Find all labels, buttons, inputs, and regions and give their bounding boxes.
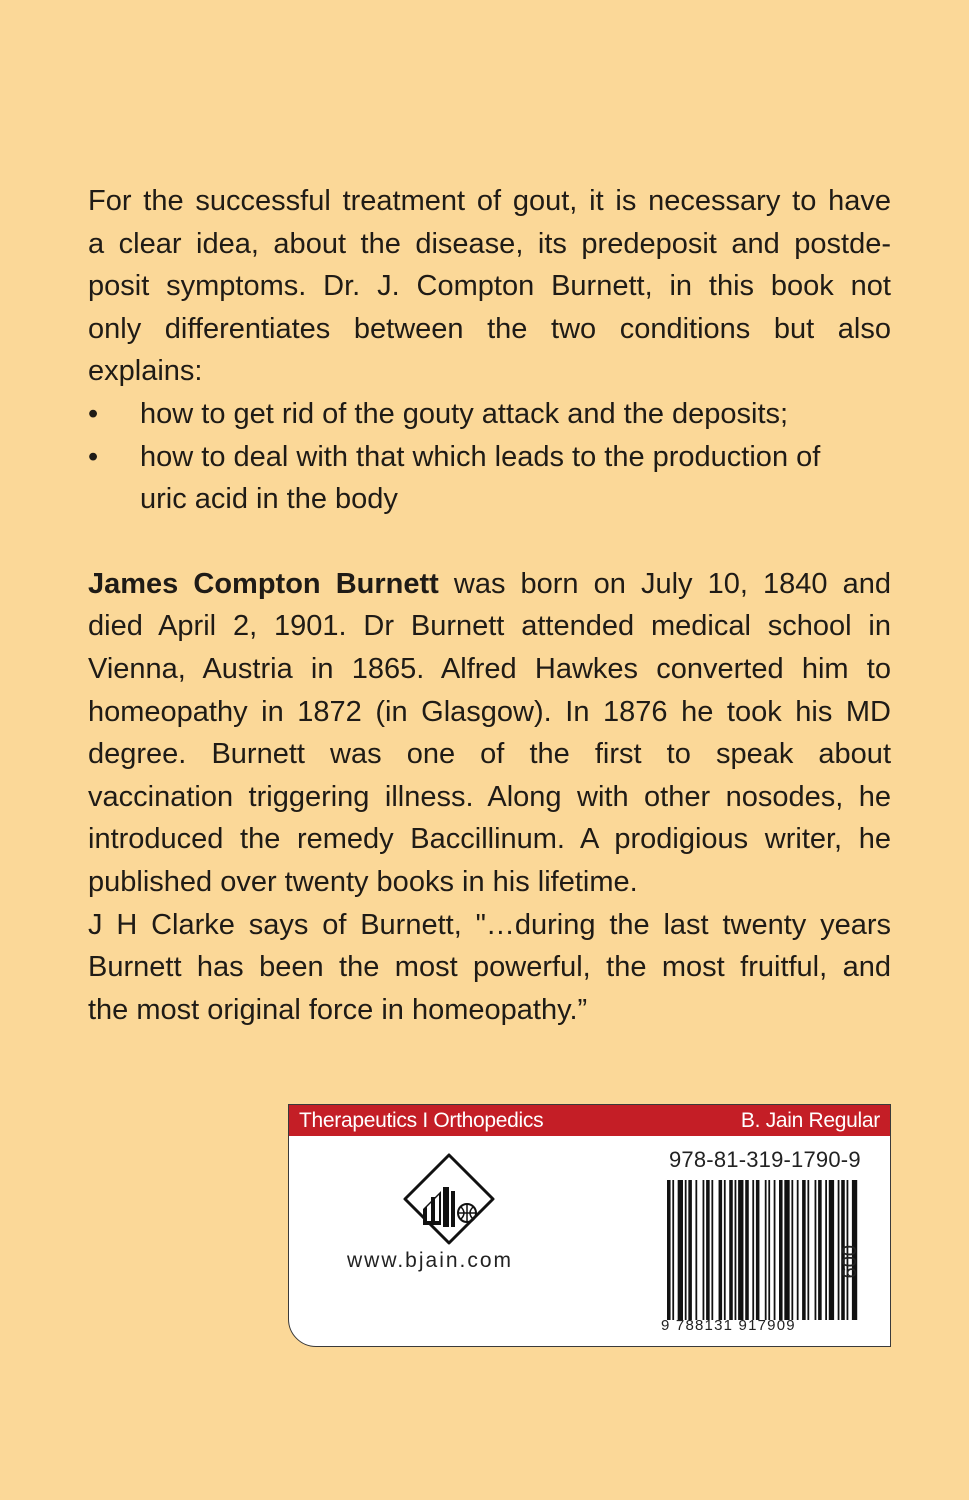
bullet-icon: • [88, 440, 99, 473]
series-label: B. Jain Regular [740, 1109, 880, 1132]
list-item-text: how to get rid of the gouty attack and the deposits; [140, 397, 789, 430]
intro-line: a clear idea, about the disease, its predeposit and postde- [88, 227, 891, 260]
bio-line: James Compton Burnett was born on July 10, 1840 and [88, 567, 891, 600]
bio-line: homeopathy in 1872 (in Glasgow). In 1876 he took his MD [88, 695, 891, 728]
bio-line: published over twenty books in his lifetime. [88, 865, 638, 898]
bullet-icon: • [88, 397, 99, 430]
bio-line: introduced the remedy Baccillinum. A prodigious writer, he [88, 823, 891, 856]
bio-line: degree. Burnett was one of the first to speak about [88, 738, 891, 771]
author-name: James Compton Burnett [88, 567, 439, 600]
author-biography [88, 563, 891, 1032]
isbn-number: 978-81-319-1790-9 [669, 1147, 861, 1172]
barcode-digits: 9 788131 917909 [661, 1317, 796, 1334]
bio-line: vaccination triggering illness. Along with other nosodes, he [88, 780, 891, 813]
list-item [88, 393, 891, 436]
publisher-logo-icon [401, 1151, 497, 1247]
benefit-list [88, 393, 891, 521]
publisher-box [288, 1104, 891, 1347]
intro-paragraph [88, 180, 891, 393]
intro-line: posit symptoms. Dr. J. Compton Burnett, in this book not [88, 270, 891, 303]
category-bar [289, 1105, 890, 1136]
back-cover-text [88, 180, 891, 1031]
price-code: 009 [837, 1245, 859, 1279]
bio-line: Vienna, Austria in 1865. Alfred Hawkes converted him to [88, 652, 891, 685]
intro-line: For the successful treatment of gout, it is necessary to have [88, 185, 891, 217]
barcode-icon [667, 1180, 859, 1320]
bio-line: died April 2, 1901. Dr Burnett attended medical school in [88, 610, 891, 643]
quote-line: the most original force in homeopathy.” [88, 993, 588, 1026]
publisher-website: www.bjain.com [347, 1249, 514, 1272]
quote-line: J H Clarke says of Burnett, "…during the last twenty years [88, 908, 891, 941]
intro-line: explains: [88, 355, 203, 388]
quote-line: Burnett has been the most powerful, the most fruitful, and [88, 951, 891, 984]
list-item [88, 436, 891, 521]
list-item-text: how to deal with that which leads to the production of uric acid in the body [140, 440, 821, 516]
intro-line: only differentiates between the two conditions but also [88, 312, 891, 345]
category-label: Therapeutics I Orthopedics [299, 1109, 544, 1132]
